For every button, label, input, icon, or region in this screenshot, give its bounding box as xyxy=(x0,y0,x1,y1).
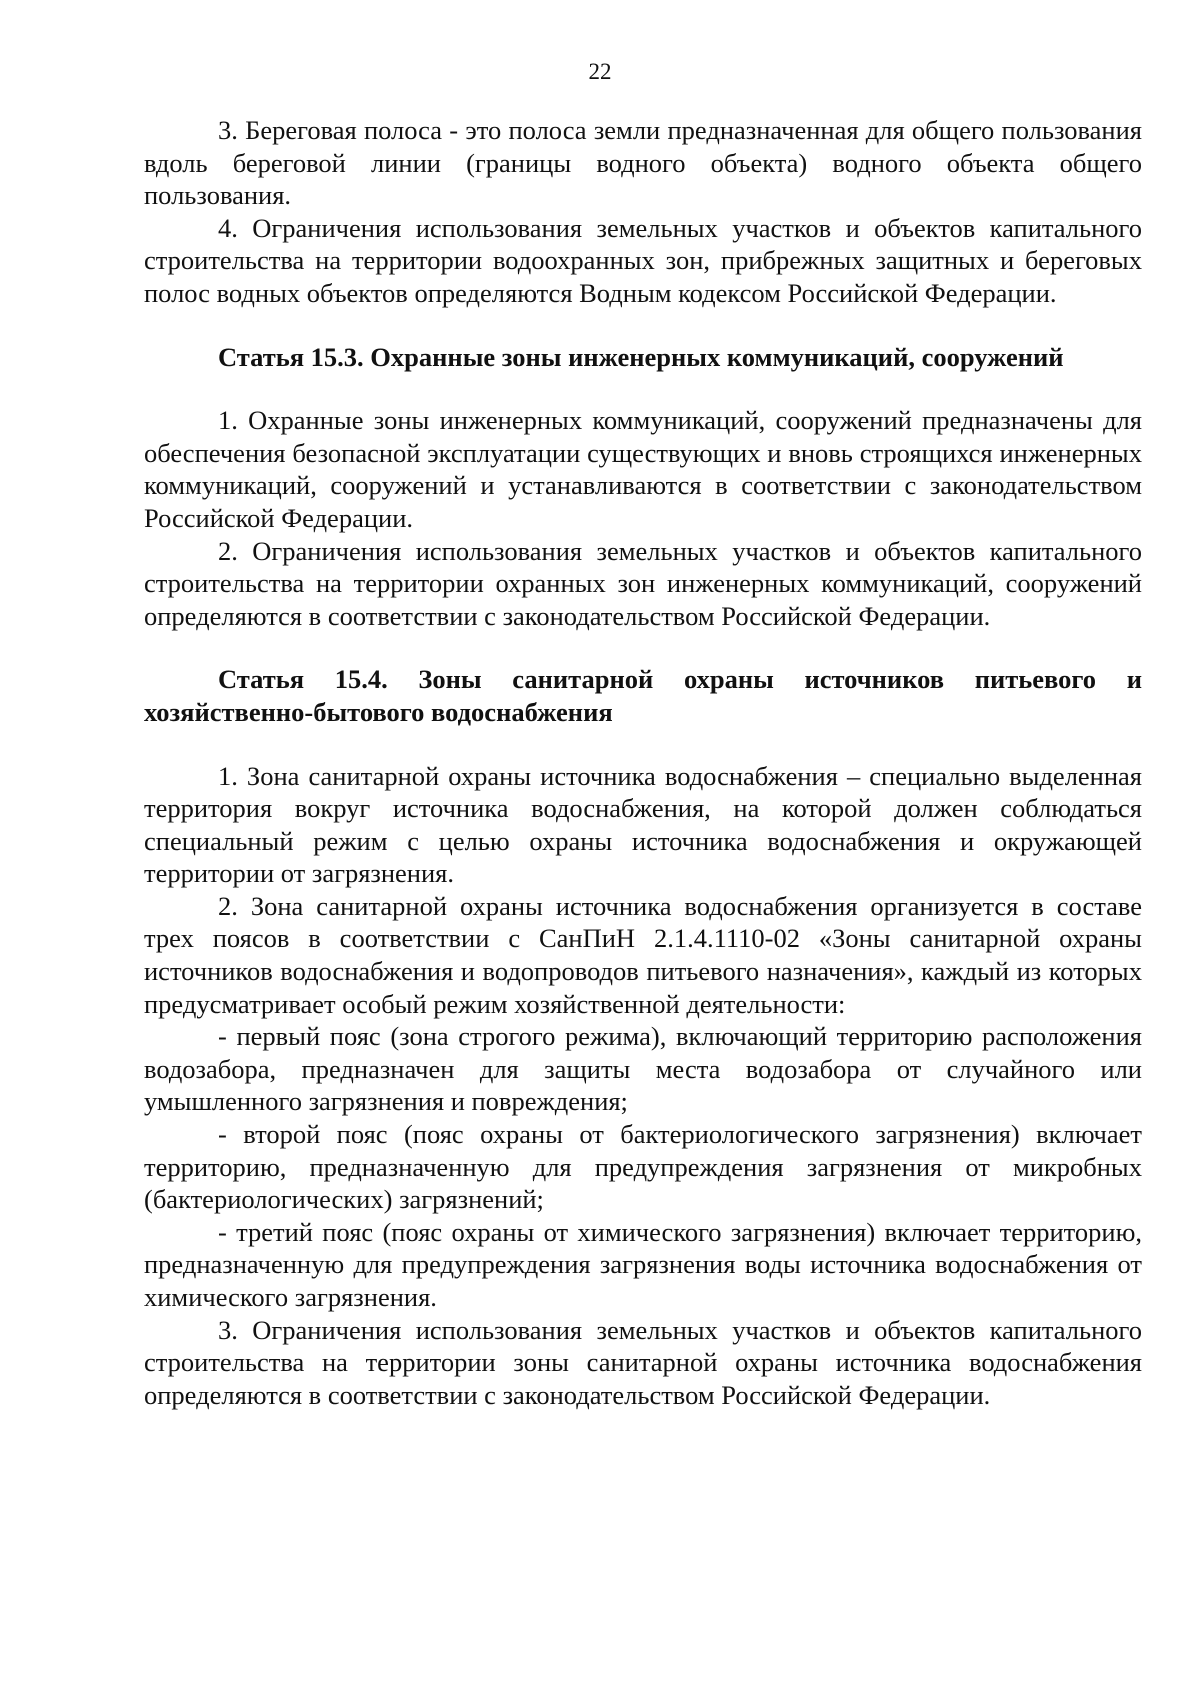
article-15-3-paragraph-2: 2. Ограничения использования земельных участков и объектов капитального строительства на территории охранных зон инженерных коммуникаций, сооружений определяются в соответствии с законодательством Российской Федерации. xyxy=(144,535,1142,631)
document-body xyxy=(144,114,1142,1411)
article-15-4-heading: Статья 15.4. Зоны санитарной охраны источников питьевого и хозяйственно-бытового водоснабжения xyxy=(144,664,1142,727)
article-15-4-paragraph-3: 3. Ограничения использования земельных участков и объектов капитального строительства на территории зоны санитарной охраны источника водоснабжения определяются в соответствии с законодательством Российской Федерации. xyxy=(144,1314,1142,1410)
page-number: 22 xyxy=(588,59,612,84)
article-15-4-paragraph-1: 1. Зона санитарной охраны источника водоснабжения – специально выделенная территория вокруг источника водоснабжения, на которой должен соблюдаться специальный режим с целью охраны источника водоснабжения и окружающей территории от загрязнения. xyxy=(144,760,1142,889)
article-15-4-belt-3: - третий пояс (пояс охраны от химического загрязнения) включает территорию, предназначенную для предупреждения загрязнения воды источника водоснабжения от химического загрязнения. xyxy=(144,1216,1142,1312)
article-15-4-belt-1: - первый пояс (зона строгого режима), включающий территорию расположения водозабора, предназначен для защиты места водозабора от случайного или умышленного загрязнения и повреждения; xyxy=(144,1021,1142,1117)
article-15-3-paragraph-1: 1. Охранные зоны инженерных коммуникаций, сооружений предназначены для обеспечения безопасной эксплуатации существующих и вновь строящихся инженерных коммуникаций, сооружений и устанавливаются в соответствии с законодательством Российской Федерации. xyxy=(144,405,1142,533)
paragraph-coastal-strip: 3. Береговая полоса - это полоса земли предназначенная для общего пользования вдоль береговой линии (границы водного объекта) водного объекта общего пользования. xyxy=(144,115,1142,211)
article-15-4-belt-2: - второй пояс (пояс охраны от бактериологического загрязнения) включает территорию, предназначенную для предупреждения загрязнения от микробных (бактериологических) загрязнений; xyxy=(144,1119,1142,1215)
article-15-3-heading: Статья 15.3. Охранные зоны инженерных коммуникаций, сооружений xyxy=(218,341,1064,372)
paragraph-water-protection-restrictions: 4. Ограничения использования земельных участков и объектов капитального строительства на территории водоохранных зон, прибрежных защитных и береговых полос водных объектов определяются Водным кодексом Российской Федерации. xyxy=(144,212,1142,308)
article-15-4-paragraph-2: 2. Зона санитарной охраны источника водоснабжения организуется в составе трех поясов в соответствии с СанПиН 2.1.4.1110-02 «Зоны санитарной охраны источников водоснабжения и водопроводов питьевого назначения», каждый из которых предусматривает особый режим хозяйственной деятельности: xyxy=(144,890,1142,1019)
